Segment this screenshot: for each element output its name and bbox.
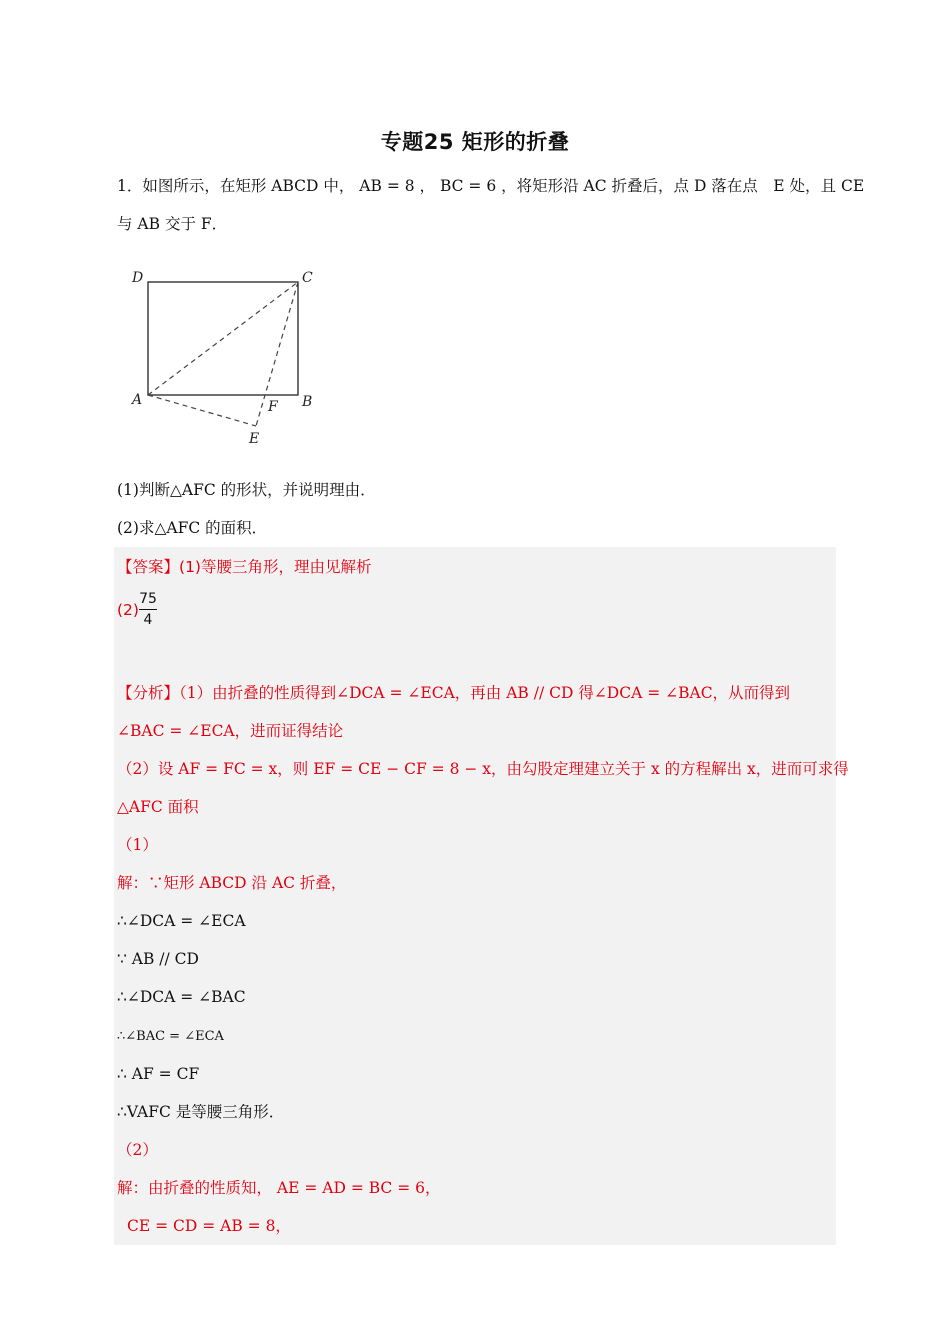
solution-part-1-label: （1） <box>117 836 158 854</box>
question-line-2: 与 AB 交于 F． <box>117 215 228 233</box>
label-b: B <box>302 394 313 410</box>
solution-part-2-label: （2） <box>117 1141 158 1159</box>
label-a: A <box>132 392 143 408</box>
answer-tag: 【答案】 <box>117 558 180 576</box>
answer-part-1: (1)等腰三角形，理由见解析 <box>179 558 372 576</box>
analysis-tag: 【分析】 <box>117 684 180 702</box>
label-e: E <box>249 431 260 447</box>
fraction-bar <box>139 609 157 610</box>
label-c: C <box>302 270 313 286</box>
solution-step-5: ∴∠BAC = ∠ECA <box>117 1029 224 1044</box>
answer-part-2-label: (2) <box>117 601 139 619</box>
question-line-1: 1．如图所示，在矩形 ABCD 中， AB = 8 ， BC = 6 ，将矩形沿 AC 折叠后，点 D 落在点 E 处，且 CE <box>117 177 865 195</box>
rectangle-fold-figure <box>118 258 338 450</box>
solution-step-9: CE = CD = AB = 8， <box>127 1217 291 1235</box>
analysis-line-2: ∠BAC = ∠ECA，进而证得结论 <box>117 722 344 740</box>
solution-step-6: ∴ AF = CF <box>117 1065 200 1083</box>
solution-step-4: ∴∠DCA = ∠BAC <box>117 988 246 1006</box>
solution-step-8: 解：由折叠的性质知， AE = AD = BC = 6， <box>117 1179 441 1197</box>
diagonal-ac <box>148 282 298 395</box>
solution-step-3: ∵ AB // CD <box>117 950 199 968</box>
page-title: 专题25 矩形的折叠 <box>380 130 570 154</box>
solution-step-2: ∴∠DCA = ∠ECA <box>117 912 246 930</box>
solution-step-7: ∴VAFC 是等腰三角形． <box>117 1103 285 1121</box>
label-f: F <box>268 399 278 415</box>
analysis-line-1: 【分析】（1）由折叠的性质得到∠DCA = ∠ECA，再由 AB // CD 得∠DCA = ∠BAC，从而得到 <box>117 684 791 702</box>
fraction-numerator: 75 <box>139 591 157 607</box>
fraction-denominator: 4 <box>143 612 153 628</box>
answer-section-background <box>114 547 836 1245</box>
analysis-line-3: （2）设 AF = FC = x，则 EF = CE − CF = 8 − x，由勾股定理建立关于 x 的方程解出 x，进而可求得 <box>117 760 849 778</box>
question-part-1: (1)判断△AFC 的形状，并说明理由． <box>117 481 376 499</box>
answer-fraction <box>138 590 158 629</box>
solution-step-1: 解：∵矩形 ABCD 沿 AC 折叠， <box>117 874 347 892</box>
segment-ae <box>148 395 256 426</box>
analysis-line-4: △AFC 面积 <box>117 798 199 816</box>
answer-line <box>117 557 371 577</box>
label-d: D <box>132 270 144 286</box>
question-part-2: (2)求△AFC 的面积． <box>117 519 268 537</box>
